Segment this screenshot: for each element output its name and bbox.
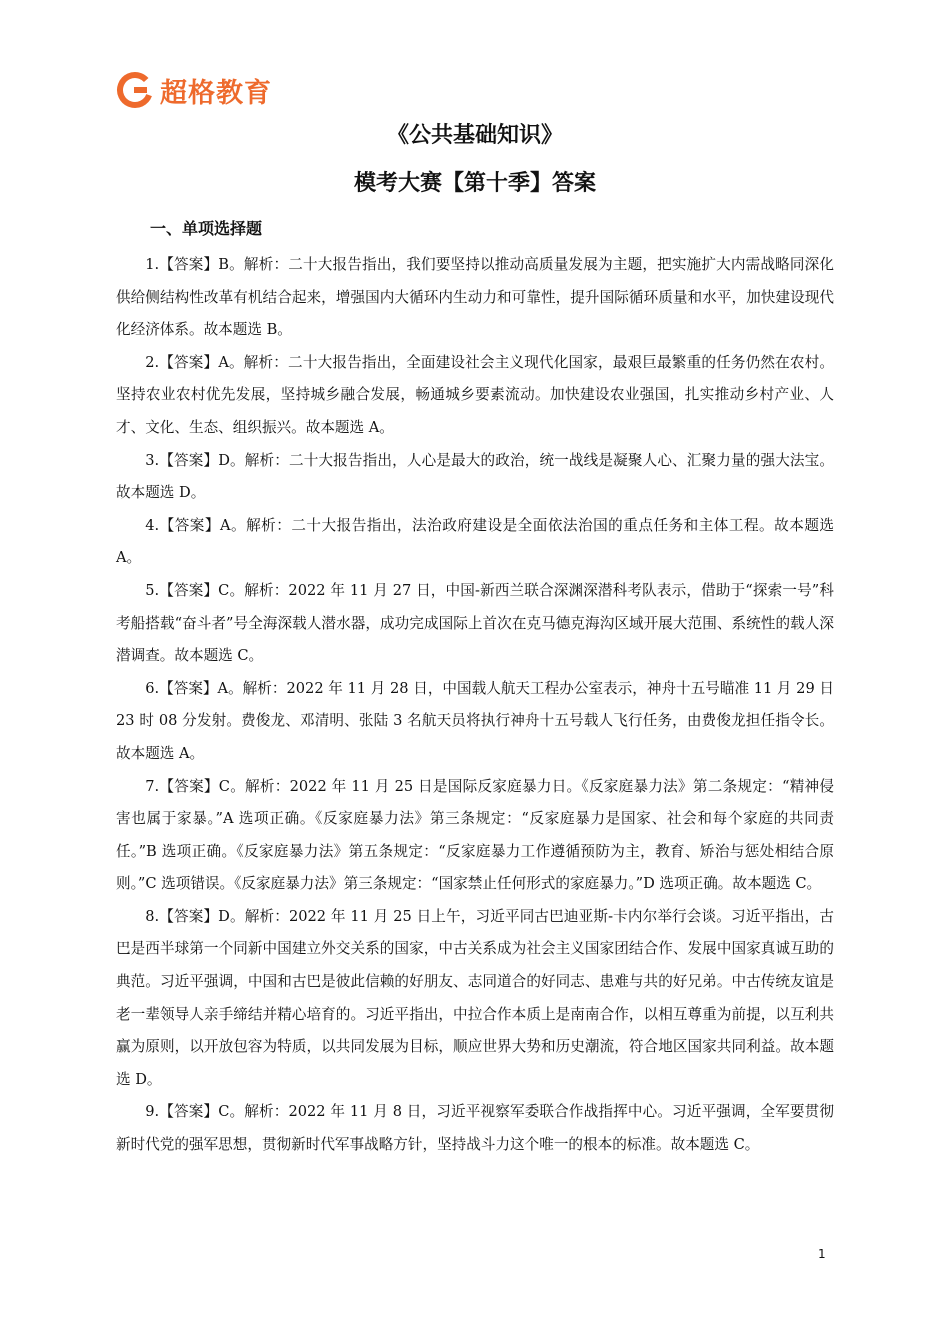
brand-name: 超格教育: [160, 77, 272, 109]
answer-item-8: 8.【答案】D。解析：2022 年 11 月 25 日上午，习近平同古巴迪亚斯-卡内尔举行会谈。习近平指出，古巴是西半球第一个同新中国建立外交关系的国家，中古关系成为社会主义国家团结合作、发展中国家真诚互助的典范。习近平强调，中国和古巴是彼此信赖的好朋友、志同道合的好同志、患难与共的好兄弟。中古传统友谊是老一辈领导人亲手缔结并精心培育的。习近平指出，中拉合作本质上是南南合作，以相互尊重为前提，以互利共赢为原则，以开放包容为特质，以共同发展为目标，顺应世界大势和历史潮流，符合地区国家共同利益。故本题选 D。: [116, 907, 834, 1088]
answer-item-6: 6.【答案】A。解析：2022 年 11 月 28 日，中国载人航天工程办公室表示，神舟十五号瞄准 11 月 29 日 23 时 08 分发射。费俊龙、邓清明、张陆 3 名航天员将执行神舟十五号载人飞行任务，由费俊龙担任指令长。故本题选 A。: [116, 679, 834, 762]
answer-item-3: 3.【答案】D。解析：二十大报告指出，人心是最大的政治，统一战线是凝聚人心、汇聚力量的强大法宝。故本题选 D。: [116, 451, 834, 502]
page-number: 1: [818, 1247, 826, 1261]
answer-item-1: 1.【答案】B。解析：二十大报告指出，我们要坚持以推动高质量发展为主题，把实施扩大内需战略同深化供给侧结构性改革有机结合起来，增强国内大循环内生动力和可靠性，提升国际循环质量和水平，加快建设现代化经济体系。故本题选 B。: [116, 256, 834, 339]
section-heading: 一、单项选择题: [150, 219, 263, 238]
brand-logo-icon: [116, 71, 154, 109]
answer-item-4: 4.【答案】A。解析：二十大报告指出，法治政府建设是全面依法治国的重点任务和主体工程。故本题选 A。: [116, 516, 834, 567]
answer-list: [116, 249, 834, 1162]
answer-item-7: 7.【答案】C。解析：2022 年 11 月 25 日是国际反家庭暴力日。《反家庭暴力法》第二条规定：“精神侵害也属于家暴。”A 选项正确。《反家庭暴力法》第三条规定：“反家庭暴力是国家、社会和每个家庭的共同责任。”B 选项正确。《反家庭暴力法》第五条规定：“反家庭暴力工作遵循预防为主，教育、矫治与惩处相结合原则。”C 选项错误。《反家庭暴力法》第三条规定：“国家禁止任何形式的家庭暴力。”D 选项正确。故本题选 C。: [116, 777, 834, 893]
answer-item-9: 9.【答案】C。解析：2022 年 11 月 8 日，习近平视察军委联合作战指挥中心。习近平强调，全军要贯彻新时代党的强军思想，贯彻新时代军事战略方针，坚持战斗力这个唯一的根本的标准。故本题选 C。: [116, 1103, 834, 1154]
answer-item-5: 5.【答案】C。解析：2022 年 11 月 27 日，中国-新西兰联合深渊深潜科考队表示，借助于“探索一号”科考船搭载“奋斗者”号全海深载人潜水器，成功完成国际上首次在克马德克海沟区域开展大范围、系统性的载人深潜调查。故本题选 C。: [116, 581, 834, 665]
document-subtitle: 模考大赛【第十季】答案: [353, 171, 596, 196]
answer-item-2: 2.【答案】A。解析：二十大报告指出，全面建设社会主义现代化国家，最艰巨最繁重的任务仍然在农村。坚持农业农村优先发展，坚持城乡融合发展，畅通城乡要素流动。加快建设农业强国，扎实推动乡村产业、人才、文化、生态、组织振兴。故本题选 A。: [116, 353, 834, 436]
document-title: 《公共基础知识》: [386, 123, 563, 148]
brand-logo: [116, 70, 272, 110]
